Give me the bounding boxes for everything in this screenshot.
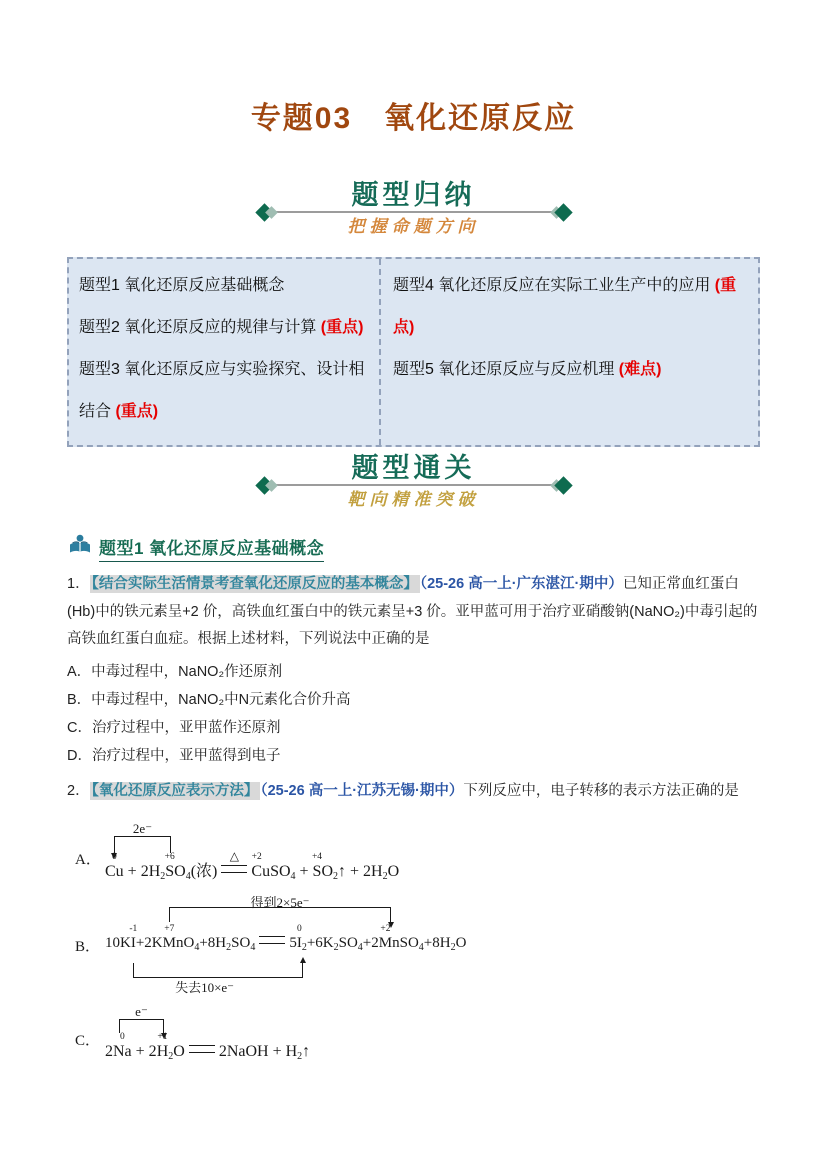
option-c bbox=[67, 714, 760, 742]
arrow-up-icon bbox=[300, 957, 306, 963]
emphasis-tag: (重点) bbox=[115, 403, 159, 420]
summary-item bbox=[79, 349, 367, 433]
reader-icon bbox=[67, 532, 93, 563]
summary-item-text: 题型3 氧化还原反应与实验探究、设计相结合 bbox=[79, 361, 365, 420]
summary-item-text: 题型2 氧化还原反应的规律与计算 bbox=[79, 319, 321, 336]
summary-item-text: 题型1 氧化还原反应基础概念 bbox=[79, 277, 285, 294]
banner-practice bbox=[296, 453, 532, 510]
question-topic-tag: 【结合实际生活情景考查氧化还原反应的基本概念】 bbox=[91, 576, 418, 592]
option-text: 治疗过程中，亚甲蓝作还原剂 bbox=[91, 719, 281, 736]
emphasis-tag: (重点) bbox=[393, 277, 737, 336]
chemical-equation: 10K -1 I+2K +7 $MnO_4+8H_2SO_4$ 5 0 $I_2+6K_2SO_4+2$ +2 $MnSO_4+8H_2O$ bbox=[105, 924, 467, 953]
electron-gain-label: 得到2×5e⁻ bbox=[250, 895, 310, 910]
summary-item bbox=[79, 307, 367, 349]
electron-loss-bracket bbox=[133, 963, 303, 995]
question-2-stem bbox=[67, 778, 760, 806]
option-text: 中毒过程中，NaNO₂中N元素化合价升高 bbox=[91, 691, 351, 708]
summary-left-column bbox=[69, 259, 379, 445]
banner-title: 题型归纳 bbox=[351, 180, 476, 210]
emphasis-tag: (重点) bbox=[320, 319, 364, 336]
banner-title: 题型通关 bbox=[351, 453, 476, 483]
page-title: 专题03 氧化还原反应 bbox=[250, 102, 577, 135]
option-text: 治疗过程中，亚甲蓝得到电子 bbox=[91, 747, 281, 764]
equation-option-a bbox=[75, 819, 760, 883]
option-label: A． bbox=[75, 852, 101, 868]
question-stem-text: 已知正常血红蛋白(Hb)中的铁元素呈+2 价，高铁血红蛋白中的铁元素呈+3 价。亚甲蓝可用于治疗亚硝酸钠(NaNO₂)中毒引起的高铁血红蛋白血症。根据上述材料，下列说法中正确的是 bbox=[67, 576, 758, 647]
chemical-equation: 0 $Cu + 2H_2$ +6 $SO_4$(浓) △ +2 CuSO$_4$ + +4 $SO_2↑ + 2H_2O$ bbox=[105, 849, 400, 882]
option-label: B． bbox=[75, 939, 101, 955]
question-number: 2． bbox=[67, 782, 90, 799]
electron-count-label: 2e⁻ bbox=[132, 821, 153, 836]
question-topic-tag: 【氧化还原反应表示方法】 bbox=[91, 782, 259, 799]
option-label: C． bbox=[67, 719, 92, 736]
option-d bbox=[67, 742, 760, 770]
question-source: （25-26 高一上·江苏无锡·期中） bbox=[260, 782, 464, 799]
electron-loss-label: 失去10×e⁻ bbox=[175, 980, 235, 995]
option-text: 中毒过程中，NaNO₂作还原剂 bbox=[91, 663, 283, 680]
option-b bbox=[67, 686, 760, 714]
electron-count-label: e⁻ bbox=[135, 1004, 148, 1019]
summary-item bbox=[393, 265, 746, 349]
summary-right-column bbox=[379, 259, 758, 445]
question-1-stem bbox=[67, 571, 760, 654]
question-1-options bbox=[67, 658, 760, 770]
banner-subtitle: 靶向精准突破 bbox=[347, 490, 480, 510]
question-stem-text: 下列反应中，电子转移的表示方法正确的是 bbox=[463, 782, 739, 799]
equation-option-c bbox=[75, 1001, 760, 1077]
question-type-summary-box bbox=[67, 257, 760, 447]
summary-item bbox=[79, 265, 367, 307]
section-heading-text: 题型1 氧化还原反应基础概念 bbox=[99, 534, 324, 562]
question-number: 1． bbox=[67, 576, 90, 592]
chemical-equation: 2 0 Na + 2 +1 $H_2O$ 2NaOH + $H_2↑$ bbox=[105, 1032, 311, 1062]
option-label: B． bbox=[67, 691, 92, 708]
emphasis-tag: (难点) bbox=[618, 361, 662, 378]
summary-item-text: 题型4 氧化还原反应在实际工业生产中的应用 bbox=[393, 277, 715, 294]
electron-transfer-bracket bbox=[114, 821, 171, 853]
question-source: （25-26 高一上·广东湛江·期中） bbox=[419, 576, 623, 592]
electron-gain-bracket bbox=[169, 895, 391, 922]
option-label: A． bbox=[67, 663, 92, 680]
option-a bbox=[67, 658, 760, 686]
summary-item-text: 题型5 氧化还原反应与反应机理 bbox=[393, 361, 619, 378]
section-heading-type1 bbox=[67, 532, 760, 563]
banner-subtitle: 把握命题方向 bbox=[347, 217, 480, 237]
banner-question-types bbox=[296, 180, 532, 237]
equation-option-b bbox=[75, 891, 760, 995]
option-label: D． bbox=[67, 747, 92, 764]
option-label: C． bbox=[75, 1033, 101, 1049]
electron-transfer-bracket bbox=[119, 1004, 164, 1033]
summary-item bbox=[393, 349, 746, 391]
